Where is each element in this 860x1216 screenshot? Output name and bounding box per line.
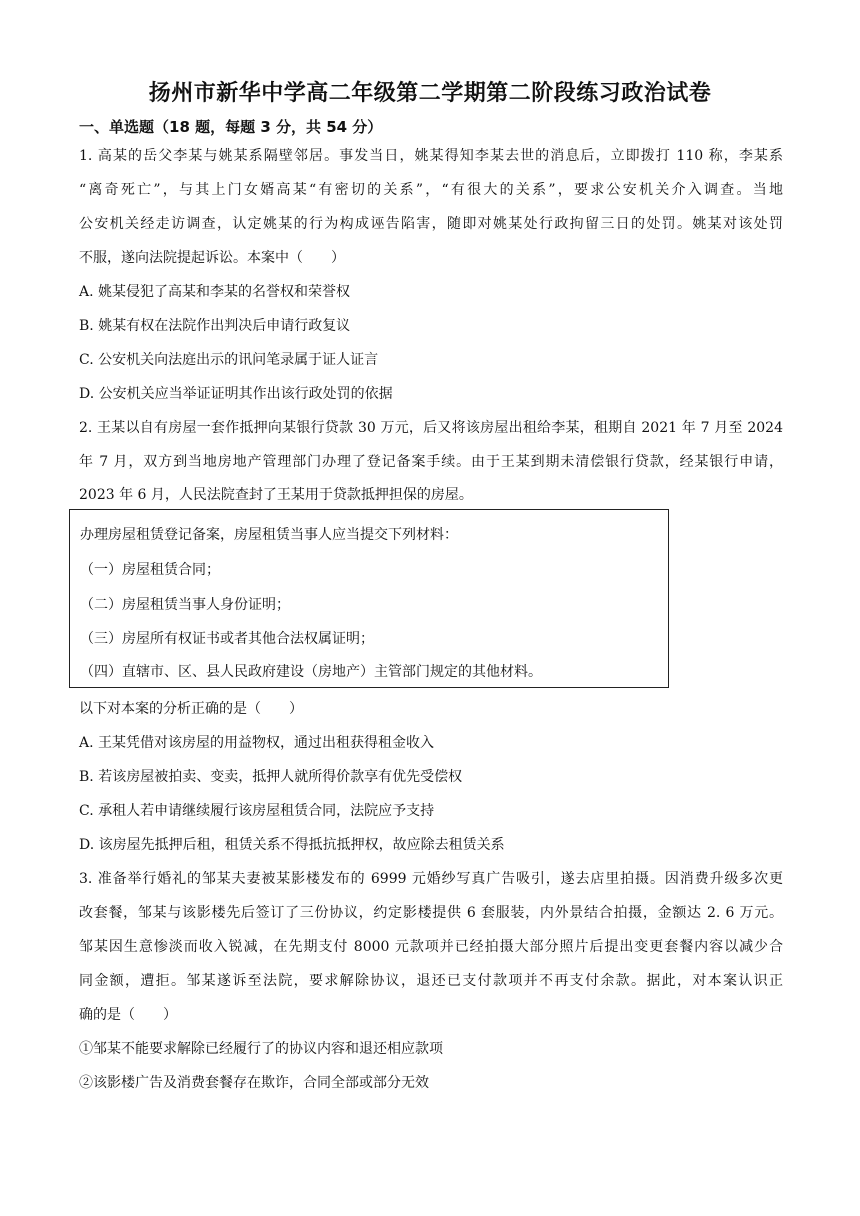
question-2-line: 2. 王某以自有房屋一套作抵押向某银行贷款 30 万元，后又将该房屋出租给李某，租期自 2021 年 7 月至 2024 [79, 420, 783, 436]
question-3-line: 改套餐，邹某与该影楼先后签订了三份协议，约定影楼提供 6 套服装，内外景结合拍摄，金额达 2. 6 万元。 [79, 905, 783, 921]
material-box-line: （二）房屋租赁当事人身份证明； [80, 597, 290, 613]
question-3-item-1: ①邹某不能要求解除已经履行了的协议内容和退还相应款项 [79, 1041, 443, 1057]
question-3-line: 3. 准备举行婚礼的邹某夫妻被某影楼发布的 6999 元婚纱写真广告吸引，遂去店里拍摄。因消费升级多次更 [79, 871, 783, 887]
material-box-line: （三）房屋所有权证书或者其他合法权属证明； [80, 631, 374, 647]
question-1-line: 不服，遂向法院提起诉讼。本案中（ ） [79, 250, 345, 266]
material-box-line: （一）房屋租赁合同； [80, 562, 220, 578]
question-2-option-a: A. 王某凭借对该房屋的用益物权，通过出租获得租金收入 [79, 735, 435, 751]
question-2-option-d: D. 该房屋先抵押后租，租赁关系不得抵抗抵押权，故应除去租赁关系 [79, 837, 505, 853]
question-1-option-b: B. 姚某有权在法院作出判决后申请行政复议 [79, 318, 351, 334]
question-2-line: 2023 年 6 月，人民法院查封了王某用于贷款抵押担保的房屋。 [79, 487, 473, 503]
question-3-line: 确的是（ ） [79, 1007, 177, 1023]
question-2-option-c: C. 承租人若申请继续履行该房屋租赁合同，法院应予支持 [79, 803, 435, 819]
question-1-option-a: A. 姚某侵犯了高某和李某的名誉权和荣誉权 [79, 284, 351, 300]
material-box [69, 509, 669, 688]
material-box-line: （四）直辖市、区、县人民政府建设（房地产）主管部门规定的其他材料。 [80, 664, 542, 680]
question-3-line: 同金额，遭拒。邹某遂诉至法院，要求解除协议，退还已支付款项并不再支付余款。据此，对本案认识正 [79, 973, 783, 989]
question-1-line: 公安机关经走访调查，认定姚某的行为构成诬告陷害，随即对姚某处行政拘留三日的处罚。姚某对该处罚 [79, 216, 783, 232]
material-box-line: 办理房屋租赁登记备案，房屋租赁当事人应当提交下列材料： [80, 527, 458, 543]
question-3-item-2: ②该影楼广告及消费套餐存在欺诈，合同全部或部分无效 [79, 1075, 429, 1091]
section-heading: 一、单选题（18 题，每题 3 分，共 54 分） [79, 118, 383, 136]
question-1-option-d: D. 公安机关应当举证证明其作出该行政处罚的依据 [79, 386, 393, 402]
question-3-line: 邹某因生意惨淡而收入锐减，在先期支付 8000 元款项并已经拍摄大部分照片后提出变更套餐内容以减少合 [79, 939, 783, 955]
question-1-line: “离奇死亡”，与其上门女婿高某“有密切的关系”，“有很大的关系”，要求公安机关介入调查。当地 [79, 182, 783, 198]
question-2-line: 年 7 月，双方到当地房地产管理部门办理了登记备案手续。由于王某到期未清偿银行贷款，经某银行申请， [79, 454, 783, 470]
question-2-option-b: B. 若该房屋被拍卖、变卖，抵押人就所得价款享有优先受偿权 [79, 769, 463, 785]
question-2-stem: 以下对本案的分析正确的是（ ） [79, 701, 303, 717]
question-1-line: 1. 高某的岳父李某与姚某系隔壁邻居。事发当日，姚某得知李某去世的消息后，立即拨打 110 称，李某系 [79, 148, 783, 164]
question-1-option-c: C. 公安机关向法庭出示的讯问笔录属于证人证言 [79, 352, 379, 368]
exam-title: 扬州市新华中学高二年级第二学期第二阶段练习政治试卷 [148, 81, 712, 106]
